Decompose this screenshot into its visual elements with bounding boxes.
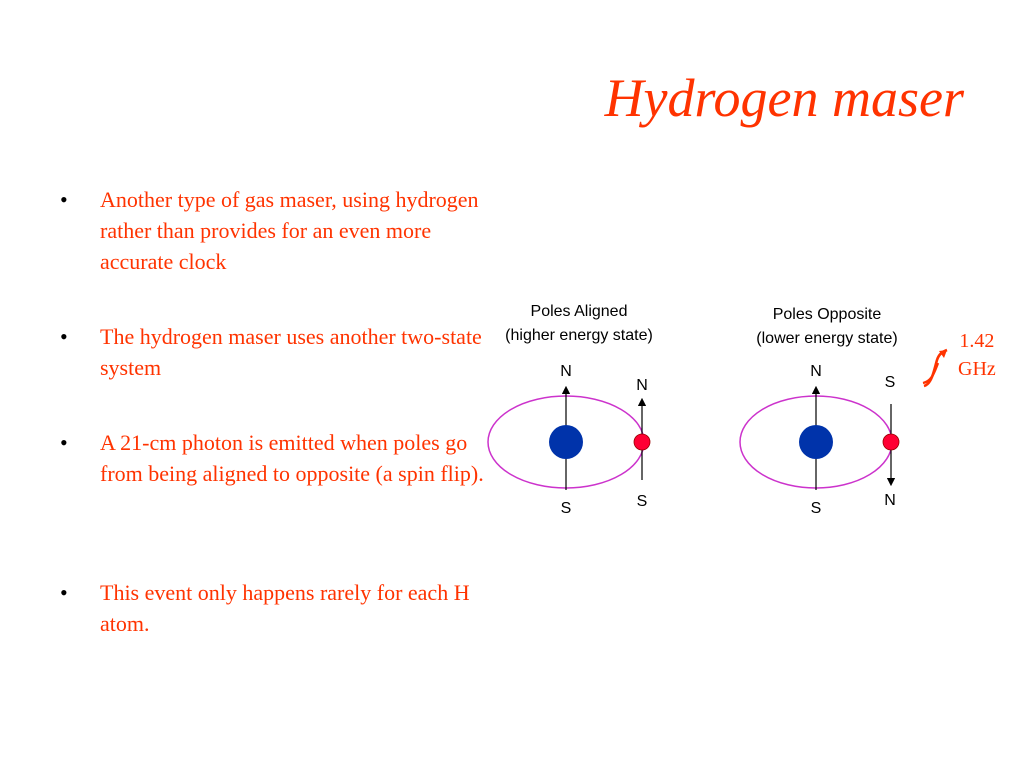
nucleus-pole-top: N — [810, 363, 822, 380]
opposite-subheading: (lower energy state) — [756, 330, 898, 347]
frequency-label — [958, 327, 996, 383]
nucleus-pole-bottom: S — [560, 500, 572, 517]
photon-arrow-icon — [920, 346, 950, 406]
bullet-marker: • — [60, 580, 68, 605]
bullet-item — [58, 321, 508, 383]
opposite-heading: Poles Opposite — [772, 306, 882, 323]
aligned-subheading: (higher energy state) — [505, 327, 653, 344]
bullet-item — [58, 577, 508, 639]
nucleus — [549, 425, 583, 459]
electron-pole-top: N — [636, 377, 648, 394]
bullet-marker: • — [60, 187, 68, 212]
nucleus-pole-bottom: S — [810, 500, 822, 517]
bullet-marker: • — [60, 324, 68, 349]
nucleus-pole-top: N — [560, 363, 572, 380]
electron-pole-bottom: N — [884, 492, 896, 509]
electron — [883, 434, 899, 450]
bullet-text: A 21-cm photon is emitted when poles go from being aligned to opposite (a spin flip). — [100, 430, 484, 486]
panel-poles-opposite — [740, 306, 899, 517]
nucleus — [799, 425, 833, 459]
electron — [634, 434, 650, 450]
panel-poles-aligned — [488, 303, 653, 517]
aligned-heading: Poles Aligned — [530, 303, 628, 320]
bullet-text: The hydrogen maser uses another two-state system — [100, 324, 482, 380]
bullet-marker: • — [60, 430, 68, 455]
frequency-value: 1.42 — [959, 330, 995, 352]
frequency-unit: GHz — [958, 358, 996, 380]
bullet-item — [58, 427, 508, 489]
bullet-text: This event only happens rarely for each H atom. — [100, 580, 470, 636]
electron-pole-top: S — [884, 374, 896, 391]
slide-title: Hydrogen maser — [604, 68, 964, 128]
spin-flip-diagram — [470, 290, 940, 530]
electron-pole-bottom: S — [636, 493, 648, 510]
bullet-item — [58, 184, 508, 277]
bullet-text: Another type of gas maser, using hydrogen rather than provides for an even more accurate clock — [100, 187, 479, 274]
